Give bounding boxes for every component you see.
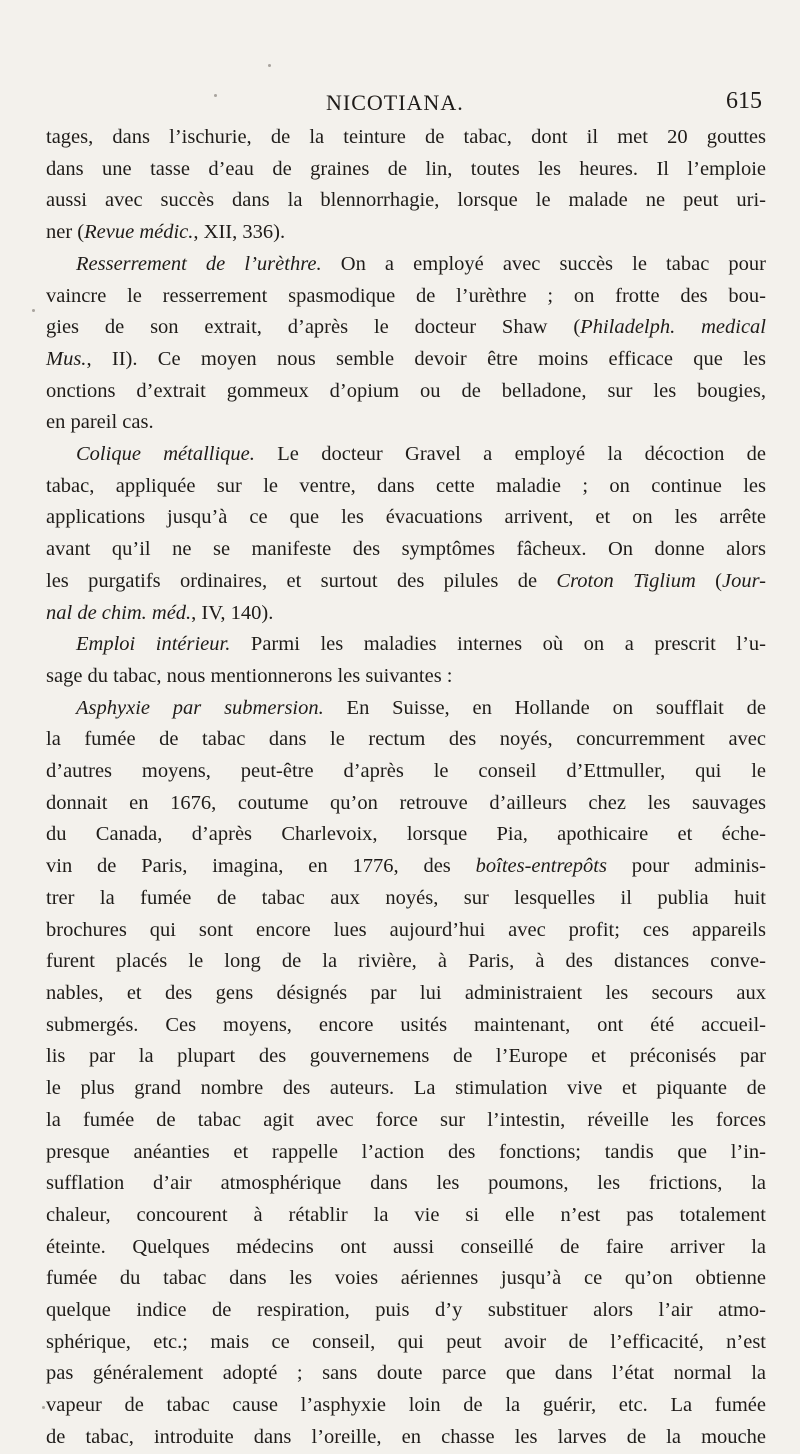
- text-line: [46, 883, 766, 915]
- text-line: [46, 1137, 766, 1169]
- line-text: vaincre le resserrement spasmodique de l’urèthre ; on frotte des bou-: [46, 284, 766, 307]
- text-line: [46, 1263, 766, 1295]
- italic-text: Asphyxie par submersion.: [76, 696, 324, 719]
- line-text: chaleur, concourent à rétablir la vie si elle n’est pas totalement: [46, 1203, 766, 1226]
- text-line: [46, 629, 766, 661]
- text-line: [46, 217, 766, 249]
- line-text: presque anéanties et rappelle l’action des fonctions; tandis que l’in-: [46, 1140, 766, 1163]
- line-text: furent placés le long de la rivière, à Paris, à des distances conve-: [46, 950, 766, 973]
- page-number: 615: [726, 88, 762, 114]
- italic-text: Colique métallique.: [76, 443, 255, 466]
- text-line: [46, 756, 766, 788]
- text-line: [46, 598, 766, 630]
- line-text: nables, et des gens désignés par lui administraient les secours aux: [46, 981, 766, 1004]
- line-text: dans une tasse d’eau de graines de lin, toutes les heures. Il l’emploie: [46, 157, 766, 180]
- text-line: [46, 154, 766, 186]
- text-line: [46, 249, 766, 281]
- line-text: de tabac, introduite dans l’oreille, en chasse les larves de la mouche: [46, 1425, 766, 1448]
- line-text: , II). Ce moyen nous semble devoir être moins efficace que les: [86, 347, 766, 370]
- line-text: submergés. Ces moyens, encore usités maintenant, ont été accueil-: [46, 1013, 766, 1036]
- line-text: d’autres moyens, peut-être d’après le conseil d’Ettmuller, qui le: [46, 760, 766, 783]
- line-text: , XII, 336).: [193, 221, 286, 244]
- text-line: [46, 566, 766, 598]
- paper-speck: [42, 1406, 45, 1409]
- line-text: Parmi les maladies internes où on a prescrit l’u-: [230, 633, 767, 656]
- line-text: sage du tabac, nous mentionnerons les suivantes :: [46, 664, 453, 687]
- line-text: gies de son extrait, d’après le docteur Shaw (: [46, 316, 581, 339]
- text-line: [46, 915, 766, 947]
- line-text: , IV, 140).: [191, 601, 274, 624]
- text-line: [46, 1041, 766, 1073]
- line-text: applications jusqu’à ce que les évacuations arrivent, et on les arrête: [46, 506, 766, 529]
- text-line: [46, 376, 766, 408]
- line-text: les purgatifs ordinaires, et surtout des pilules de: [46, 569, 557, 592]
- text-line: [46, 407, 766, 439]
- text-line: [46, 819, 766, 851]
- line-text: trer la fumée de tabac aux noyés, sur lesquelles il publia huit: [46, 886, 766, 909]
- text-line: [46, 502, 766, 534]
- text-line: [46, 1390, 766, 1422]
- text-line: [46, 1073, 766, 1105]
- line-text: pas généralement adopté ; sans doute parce que dans l’état normal la: [46, 1362, 766, 1385]
- text-line: [46, 1200, 766, 1232]
- text-line: [46, 978, 766, 1010]
- line-text: onctions d’extrait gommeux d’opium ou de belladone, sur les bougies,: [46, 379, 766, 402]
- line-text: (: [695, 569, 722, 592]
- text-line: [46, 1295, 766, 1327]
- text-line: [46, 1168, 766, 1200]
- text-line: [46, 1422, 766, 1454]
- italic-text: Emploi intérieur.: [76, 633, 231, 656]
- text-line: [46, 661, 766, 693]
- text-line: [46, 851, 766, 883]
- text-line: [46, 693, 766, 725]
- text-line: [46, 122, 766, 154]
- line-text: éteinte. Quelques médecins ont aussi conseillé de faire arriver la: [46, 1235, 766, 1258]
- line-text: On a employé avec succès le tabac pour: [321, 252, 766, 275]
- line-text: en pareil cas.: [46, 411, 154, 434]
- running-title: NICOTIANA.: [326, 90, 464, 115]
- italic-text: nal de chim. méd.: [46, 601, 192, 624]
- page-header: [46, 82, 766, 122]
- text-line: [46, 281, 766, 313]
- text-line: [46, 344, 766, 376]
- text-line: [46, 1327, 766, 1359]
- line-text: avant qu’il ne se manifeste des symptômes fâcheux. On donne alors: [46, 538, 766, 561]
- text-line: [46, 724, 766, 756]
- body-text: [46, 122, 766, 1454]
- text-line: [46, 1010, 766, 1042]
- line-text: Le docteur Gravel a employé la décoction de: [254, 443, 767, 466]
- italic-text: Revue médic.: [84, 221, 194, 244]
- text-line: [46, 788, 766, 820]
- line-text: pour adminis-: [606, 855, 766, 878]
- line-text: la fumée de tabac dans le rectum des noyés, concurremment avec: [46, 728, 766, 751]
- line-text: sphérique, etc.; mais ce conseil, qui peut avoir de l’efficacité, n’est: [46, 1330, 766, 1353]
- paper-speck: [268, 64, 271, 67]
- paper-speck: [214, 94, 217, 97]
- line-text: tabac, appliquée sur le ventre, dans cette maladie ; on continue les: [46, 474, 766, 497]
- italic-text: Philadelph. medical: [580, 316, 767, 339]
- text-line: [46, 312, 766, 344]
- line-text: lis par la plupart des gouvernemens de l’Europe et préconisés par: [46, 1045, 766, 1068]
- text-line: [46, 1232, 766, 1264]
- line-text: le plus grand nombre des auteurs. La stimulation vive et piquante de: [46, 1077, 766, 1100]
- line-text: brochures qui sont encore lues aujourd’hui avec profit; ces appareils: [46, 918, 766, 941]
- text-line: [46, 1358, 766, 1390]
- text-line: [46, 471, 766, 503]
- line-text: tages, dans l’ischurie, de la teinture de tabac, dont il met 20 gouttes: [46, 126, 766, 148]
- line-text: aussi avec succès dans la blennorrhagie, lorsque le malade ne peut uri-: [46, 189, 766, 212]
- line-text: vapeur de tabac cause l’asphyxie loin de la guérir, etc. La fumée: [46, 1394, 766, 1417]
- line-text: fumée du tabac dans les voies aériennes jusqu’à ce qu’on obtienne: [46, 1267, 766, 1290]
- italic-text: Resserrement de l’urèthre.: [76, 252, 322, 275]
- italic-text: Mus.: [46, 347, 87, 370]
- paper-speck: [32, 309, 35, 312]
- line-text: donnait en 1676, coutume qu’on retrouve d’ailleurs chez les sauvages: [46, 791, 766, 814]
- line-text: vin de Paris, imagina, en 1776, des: [46, 855, 476, 878]
- text-line: [46, 1105, 766, 1137]
- line-text: du Canada, d’après Charlevoix, lorsque Pia, apothicaire et éche-: [46, 823, 766, 846]
- line-text: la fumée de tabac agit avec force sur l’intestin, réveille les forces: [46, 1108, 766, 1131]
- line-text: En Suisse, en Hollande on soufflait de: [323, 696, 766, 719]
- italic-text: Croton Tiglium: [556, 569, 696, 592]
- line-text: ner (: [46, 221, 85, 244]
- text-line: [46, 185, 766, 217]
- italic-text: Jour-: [722, 569, 766, 592]
- line-text: sufflation d’air atmosphérique dans les poumons, les frictions, la: [46, 1172, 766, 1195]
- line-text: quelque indice de respiration, puis d’y substituer alors l’air atmo-: [46, 1299, 766, 1322]
- text-line: [46, 439, 766, 471]
- text-line: [46, 946, 766, 978]
- italic-text: boîtes-entrepôts: [475, 855, 607, 878]
- text-line: [46, 534, 766, 566]
